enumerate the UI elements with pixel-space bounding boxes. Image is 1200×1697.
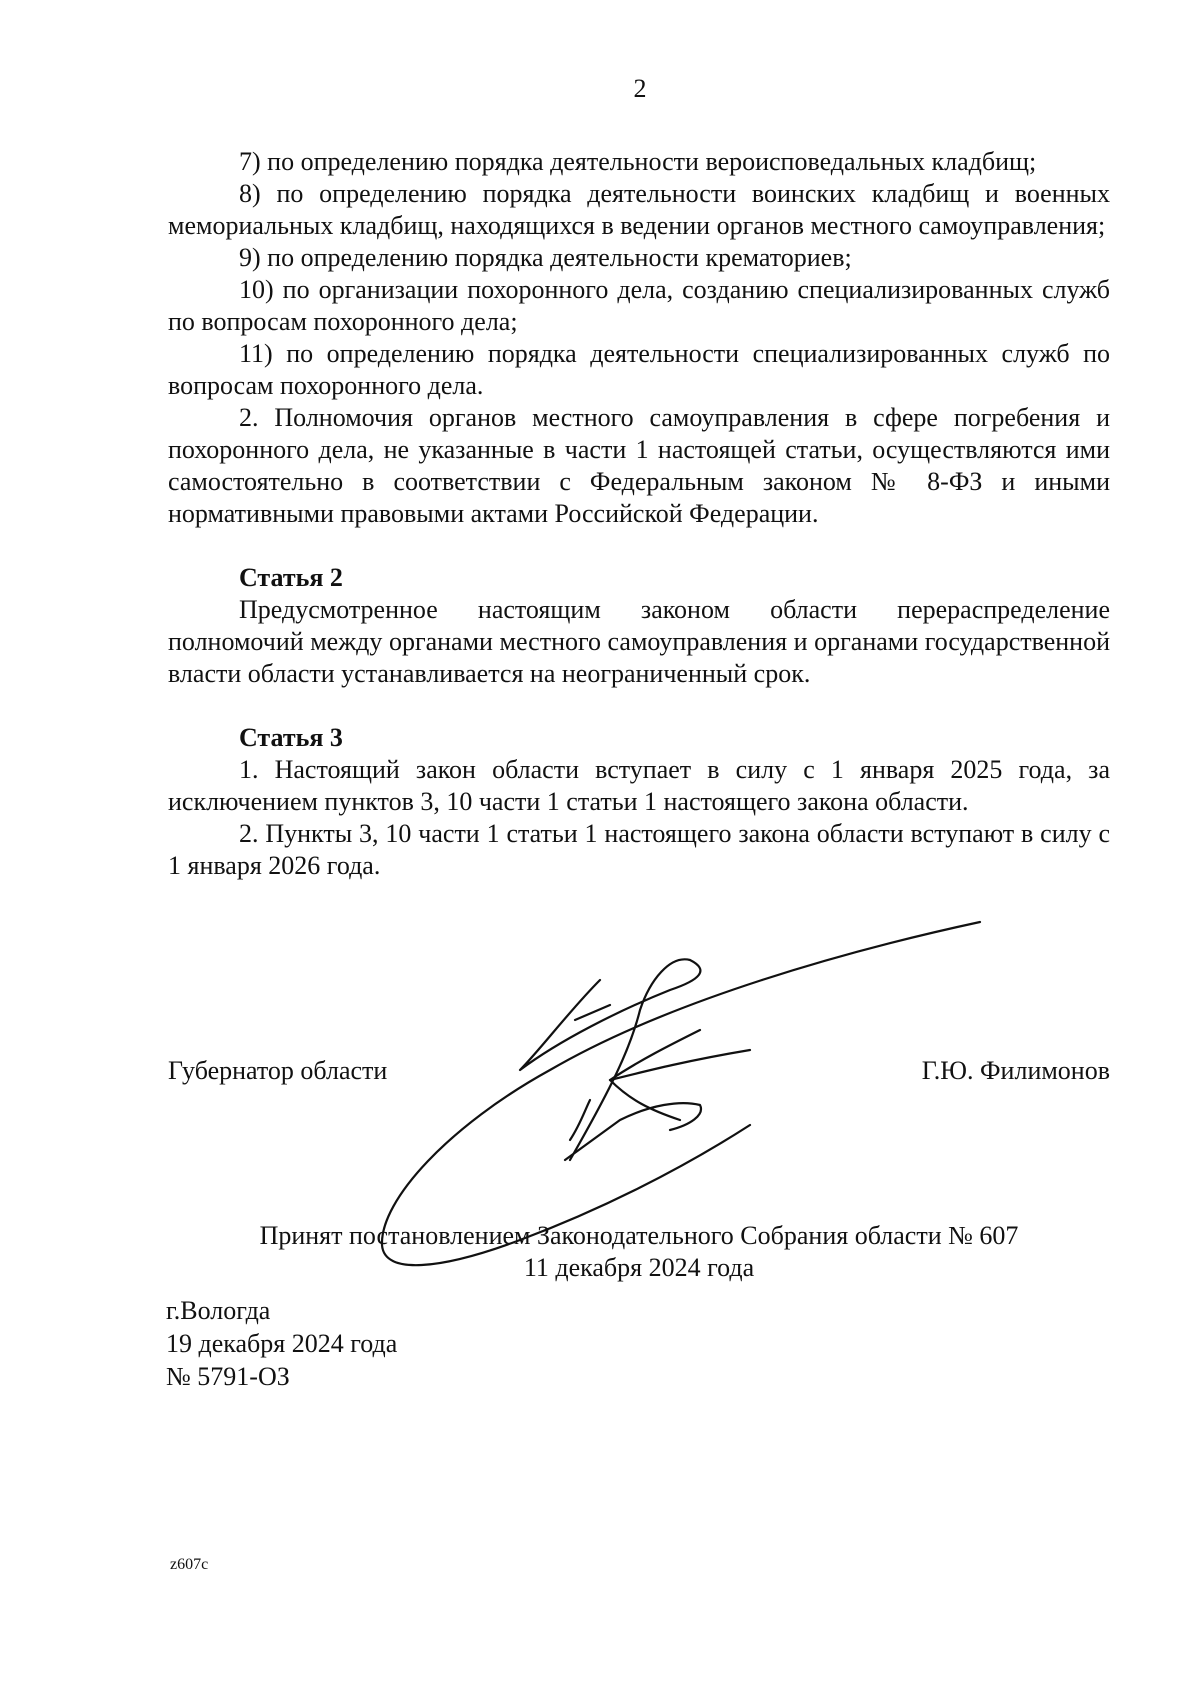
signatory-position: Губернатор области [168,1056,388,1085]
page-number: 2 [633,74,647,103]
part-2-paragraph: 2. Полномочия органов местного самоуправления в сфере погребения и похоронного дела, не указанные в части 1 настоящей статьи, осуществляются ими самостоятельно в соответствии с Федеральным законом № 8-ФЗ и иными нормативными правовыми актами Российской Федерации. [168,403,1110,528]
list-item-9: 9) по определению порядка деятельности крематориев; [239,243,852,272]
city: г.Вологда [166,1296,271,1325]
adoption-line-1: Принят постановлением Законодательного Собрания области № 607 [259,1221,1019,1250]
article-2-text: Предусмотренное настоящим законом области перераспределение полномочий между органами местного самоуправления и органами государственной власти области устанавливается на неограниченный срок. [168,595,1110,688]
article-3-paragraph-1: 1. Настоящий закон области вступает в силу с 1 января 2025 года, за исключением пунктов 3, 10 части 1 статьи 1 настоящего закона области. [168,755,1110,816]
list-item-10: 10) по организации похоронного дела, созданию специализированных служб по вопросам похоронного дела; [168,275,1110,336]
signatory-name: Г.Ю. Филимонов [921,1056,1110,1085]
article-3-paragraph-2: 2. Пункты 3, 10 части 1 статьи 1 настоящего закона области вступают в силу с 1 января 2026 года. [168,819,1110,880]
signing-date: 19 декабря 2024 года [166,1329,398,1358]
document-body [168,146,1110,882]
list-item-8: 8) по определению порядка деятельности воинских кладбищ и военных мемориальных кладбищ, находящихся в ведении органов местного самоуправления; [168,179,1110,240]
adoption-note [168,1220,1110,1284]
list-item-11: 11) по определению порядка деятельности специализированных служб по вопросам похоронного дела. [168,339,1110,400]
document-code: z607c [170,1556,209,1573]
list-item-7: 7) по определению порядка деятельности вероисповедальных кладбищ; [239,147,1037,176]
adoption-date: 11 декабря 2024 года [523,1253,755,1282]
law-number: № 5791-ОЗ [166,1362,290,1391]
article-2-title: Статья 2 [239,563,343,592]
place-date-number [166,1294,397,1393]
article-3-title: Статья 3 [239,723,343,752]
